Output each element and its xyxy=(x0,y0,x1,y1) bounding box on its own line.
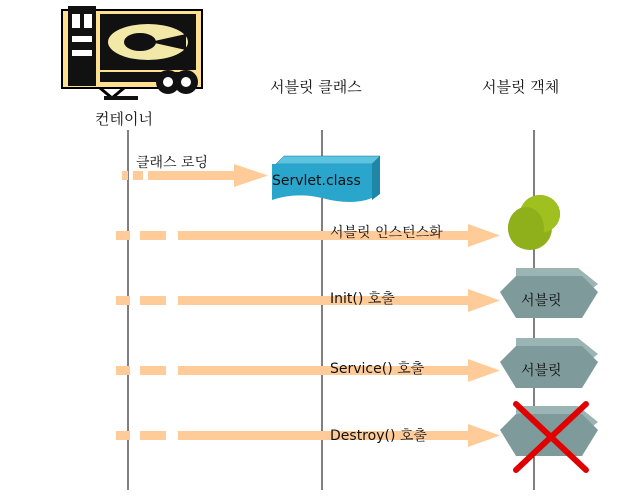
step-label-class-loading: 클래스 로딩 xyxy=(136,155,209,171)
step-label-service: Service() 호출 xyxy=(330,361,425,377)
container-header: 컨테이너 xyxy=(95,110,153,128)
servlet-class-header: 서블릿 클래스 xyxy=(270,78,362,96)
servlet-object-header: 서블릿 객체 xyxy=(482,78,560,96)
servlet-object-label-2: 서블릿 xyxy=(521,363,562,379)
arrow-service xyxy=(116,359,500,382)
container-truck-icon xyxy=(62,6,202,100)
servlet-instance-cylinder xyxy=(508,195,560,250)
step-label-destroy: Destroy() 호출 xyxy=(330,428,427,444)
arrow-init xyxy=(116,289,500,312)
step-label-instantiation: 서블릿 인스턴스화 xyxy=(330,225,443,241)
step-label-init: Init() 호출 xyxy=(330,291,395,307)
servlet-object-label-1: 서블릿 xyxy=(521,293,562,309)
servlet-class-file-label: Servlet.class xyxy=(272,173,361,189)
arrow-destroy xyxy=(116,424,500,447)
